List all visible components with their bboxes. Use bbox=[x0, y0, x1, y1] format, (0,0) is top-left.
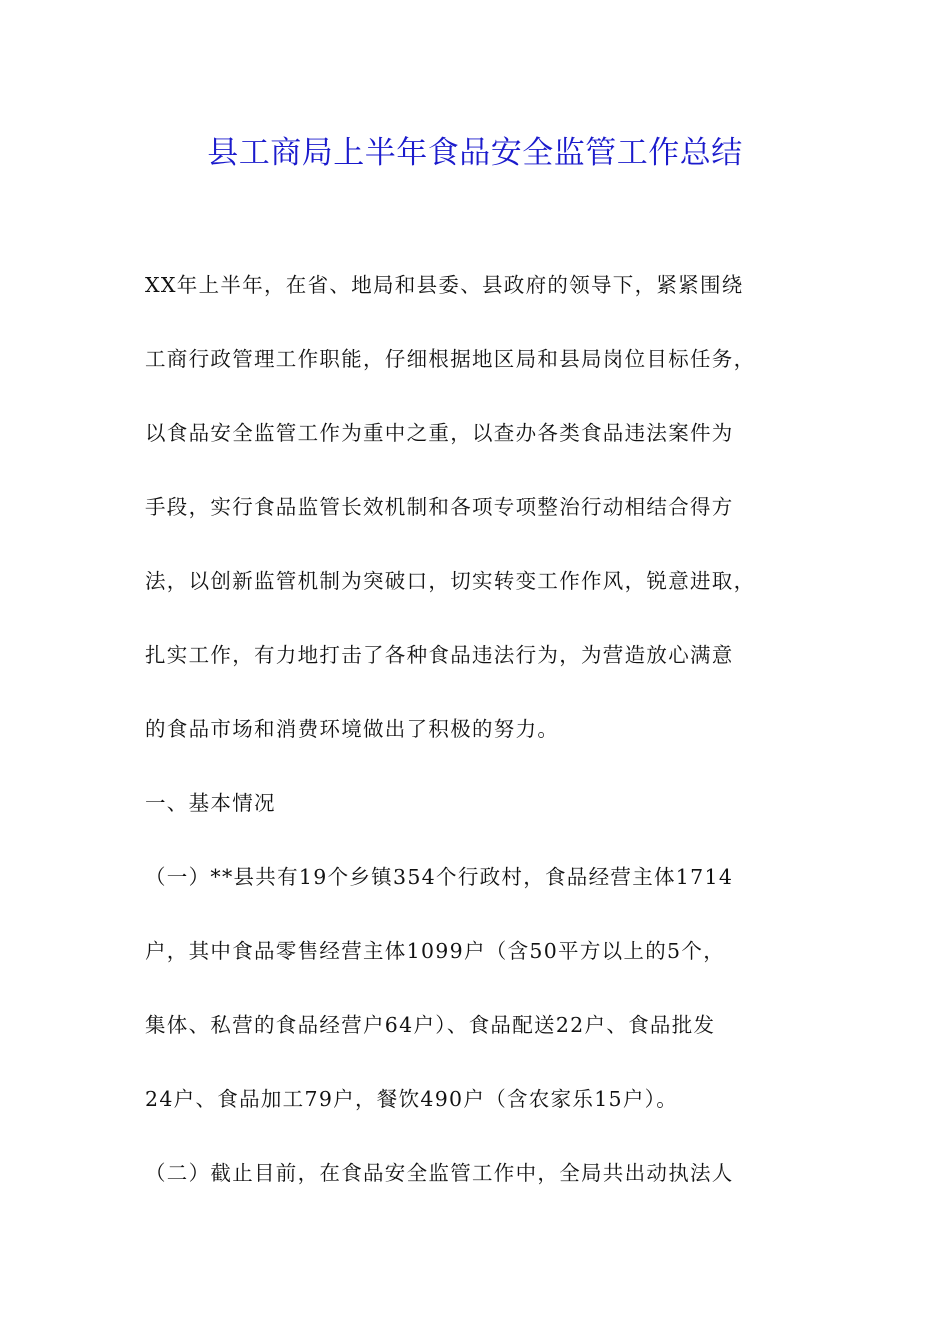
paragraph-line-13: （二）截止目前，在食品安全监管工作中，全局共出动执法人 bbox=[145, 1161, 734, 1185]
paragraph-line-5: 法，以创新监管机制为突破口，切实转变工作作风，锐意进取， bbox=[145, 569, 756, 593]
paragraph-line-12: 24户、食品加工79户，餐饮490户（含农家乐15户）。 bbox=[145, 1087, 679, 1111]
paragraph-line-2: 工商行政管理工作职能，仔细根据地区局和县局岗位目标任务， bbox=[145, 347, 756, 371]
paragraph-line-3: 以食品安全监管工作为重中之重，以查办各类食品违法案件为 bbox=[145, 421, 734, 445]
paragraph-line-4: 手段，实行食品监管长效机制和各项专项整治行动相结合得方 bbox=[145, 495, 734, 519]
paragraph-line-1: XX年上半年，在省、地局和县委、县政府的领导下，紧紧围绕 bbox=[145, 273, 744, 297]
section-heading-basic-situation: 一、基本情况 bbox=[145, 791, 276, 815]
paragraph-line-10: 户，其中食品零售经营主体1099户（含50平方以上的5个， bbox=[145, 939, 725, 963]
paragraph-line-7: 的食品市场和消费环境做出了积极的努力。 bbox=[145, 717, 560, 741]
document-title: 县工商局上半年食品安全监管工作总结 bbox=[207, 135, 743, 171]
paragraph-line-9: （一）**县共有19个乡镇354个行政村，食品经营主体1714 bbox=[145, 865, 734, 889]
paragraph-line-11: 集体、私营的食品经营户64户）、食品配送22户、食品批发 bbox=[145, 1013, 716, 1037]
paragraph-line-6: 扎实工作，有力地打击了各种食品违法行为，为营造放心满意 bbox=[145, 643, 734, 667]
